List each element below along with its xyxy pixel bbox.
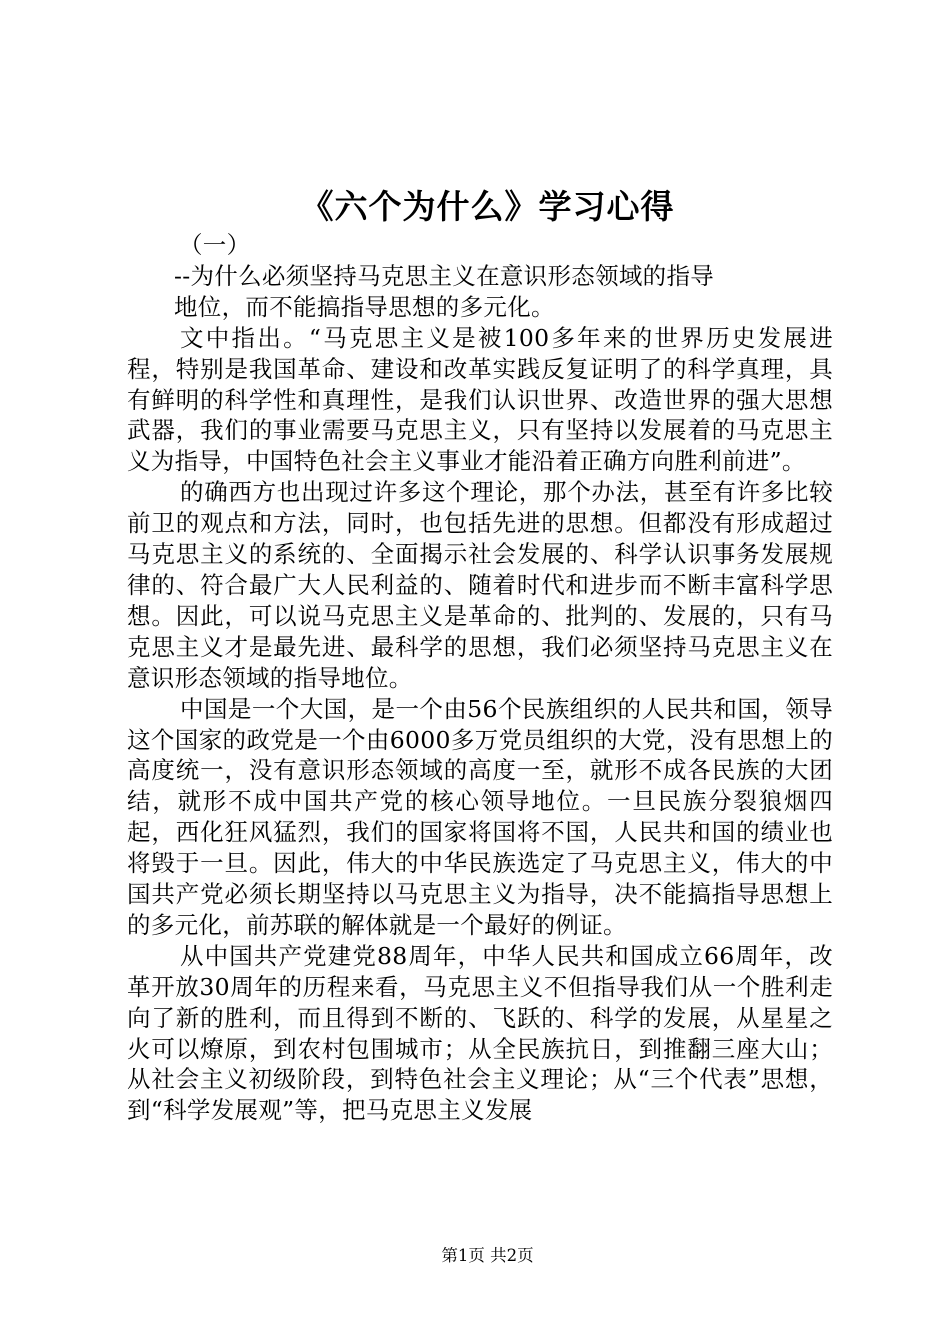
document-body [127, 230, 833, 1126]
paragraph: 中国是一个大国，是一个由56个民族组织的人民共和国，领导这个国家的政党是一个由6000多万党员组织的大党，没有思想上的高度统一，没有意识形态领域的高度一至，就形不成各民族的大团结，就形不成中国共产党的核心领导地位。一旦民族分裂狼烟四起，西化狂风猛烈，我们的国家将国将不国，人民共和国的绩业也将毁于一旦。因此，伟大的中华民族选定了马克思主义，伟大的中国共产党必须长期坚持以马克思主义为指导，决不能搞指导思想上的多元化，前苏联的解体就是一个最好的例证。 [127, 694, 833, 939]
paragraph: 文中指出。“马克思主义是被100多年来的世界历史发展进程，特别是我国革命、建设和改革实践反复证明了的科学真理，具有鲜明的科学性和真理性，是我们认识世界、改造世界的强大思想武器，我们的事业需要马克思主义，只有坚持以发展着的马克思主义为指导，中国特色社会主义事业才能沿着正确方向胜利前进”。 [127, 323, 833, 476]
paragraph: 的确西方也出现过许多这个理论，那个办法，甚至有许多比较前卫的观点和方法，同时，也包括先进的思想。但都没有形成超过马克思主义的系统的、全面揭示社会发展的、科学认识事务发展规律的、符合最广大人民利益的、随着时代和进步而不断丰富科学思想。因此，可以说马克思主义是革命的、批判的、发展的，只有马克思主义才是最先进、最科学的思想，我们必须坚持马克思主义在意识形态领域的指导地位。 [127, 478, 833, 692]
page-footer: 第1页 共2页 [441, 1246, 534, 1265]
question-heading-line-2: 地位，而不能搞指导思想的多元化。 [174, 292, 555, 321]
section-mark: （一） [179, 231, 251, 259]
question-heading-line-1: --为什么必须坚持马克思主义在意识形态领域的指导 [174, 261, 715, 290]
paragraph: 从中国共产党建党88周年，中华人民共和国成立66周年，改革开放30周年的历程来看，马克思主义不但指导我们从一个胜利走向了新的胜利，而且得到不断的、飞跃的、科学的发展，从星星之火可以燎原，到农村包围城市；从全民族抗日，到推翻三座大山；从社会主义初级阶段，到特色社会主义理论；从“三个代表”思想，到“科学发展观”等，把马克思主义发展 [127, 941, 833, 1125]
document-title: 《六个为什么》学习心得 [300, 187, 675, 226]
